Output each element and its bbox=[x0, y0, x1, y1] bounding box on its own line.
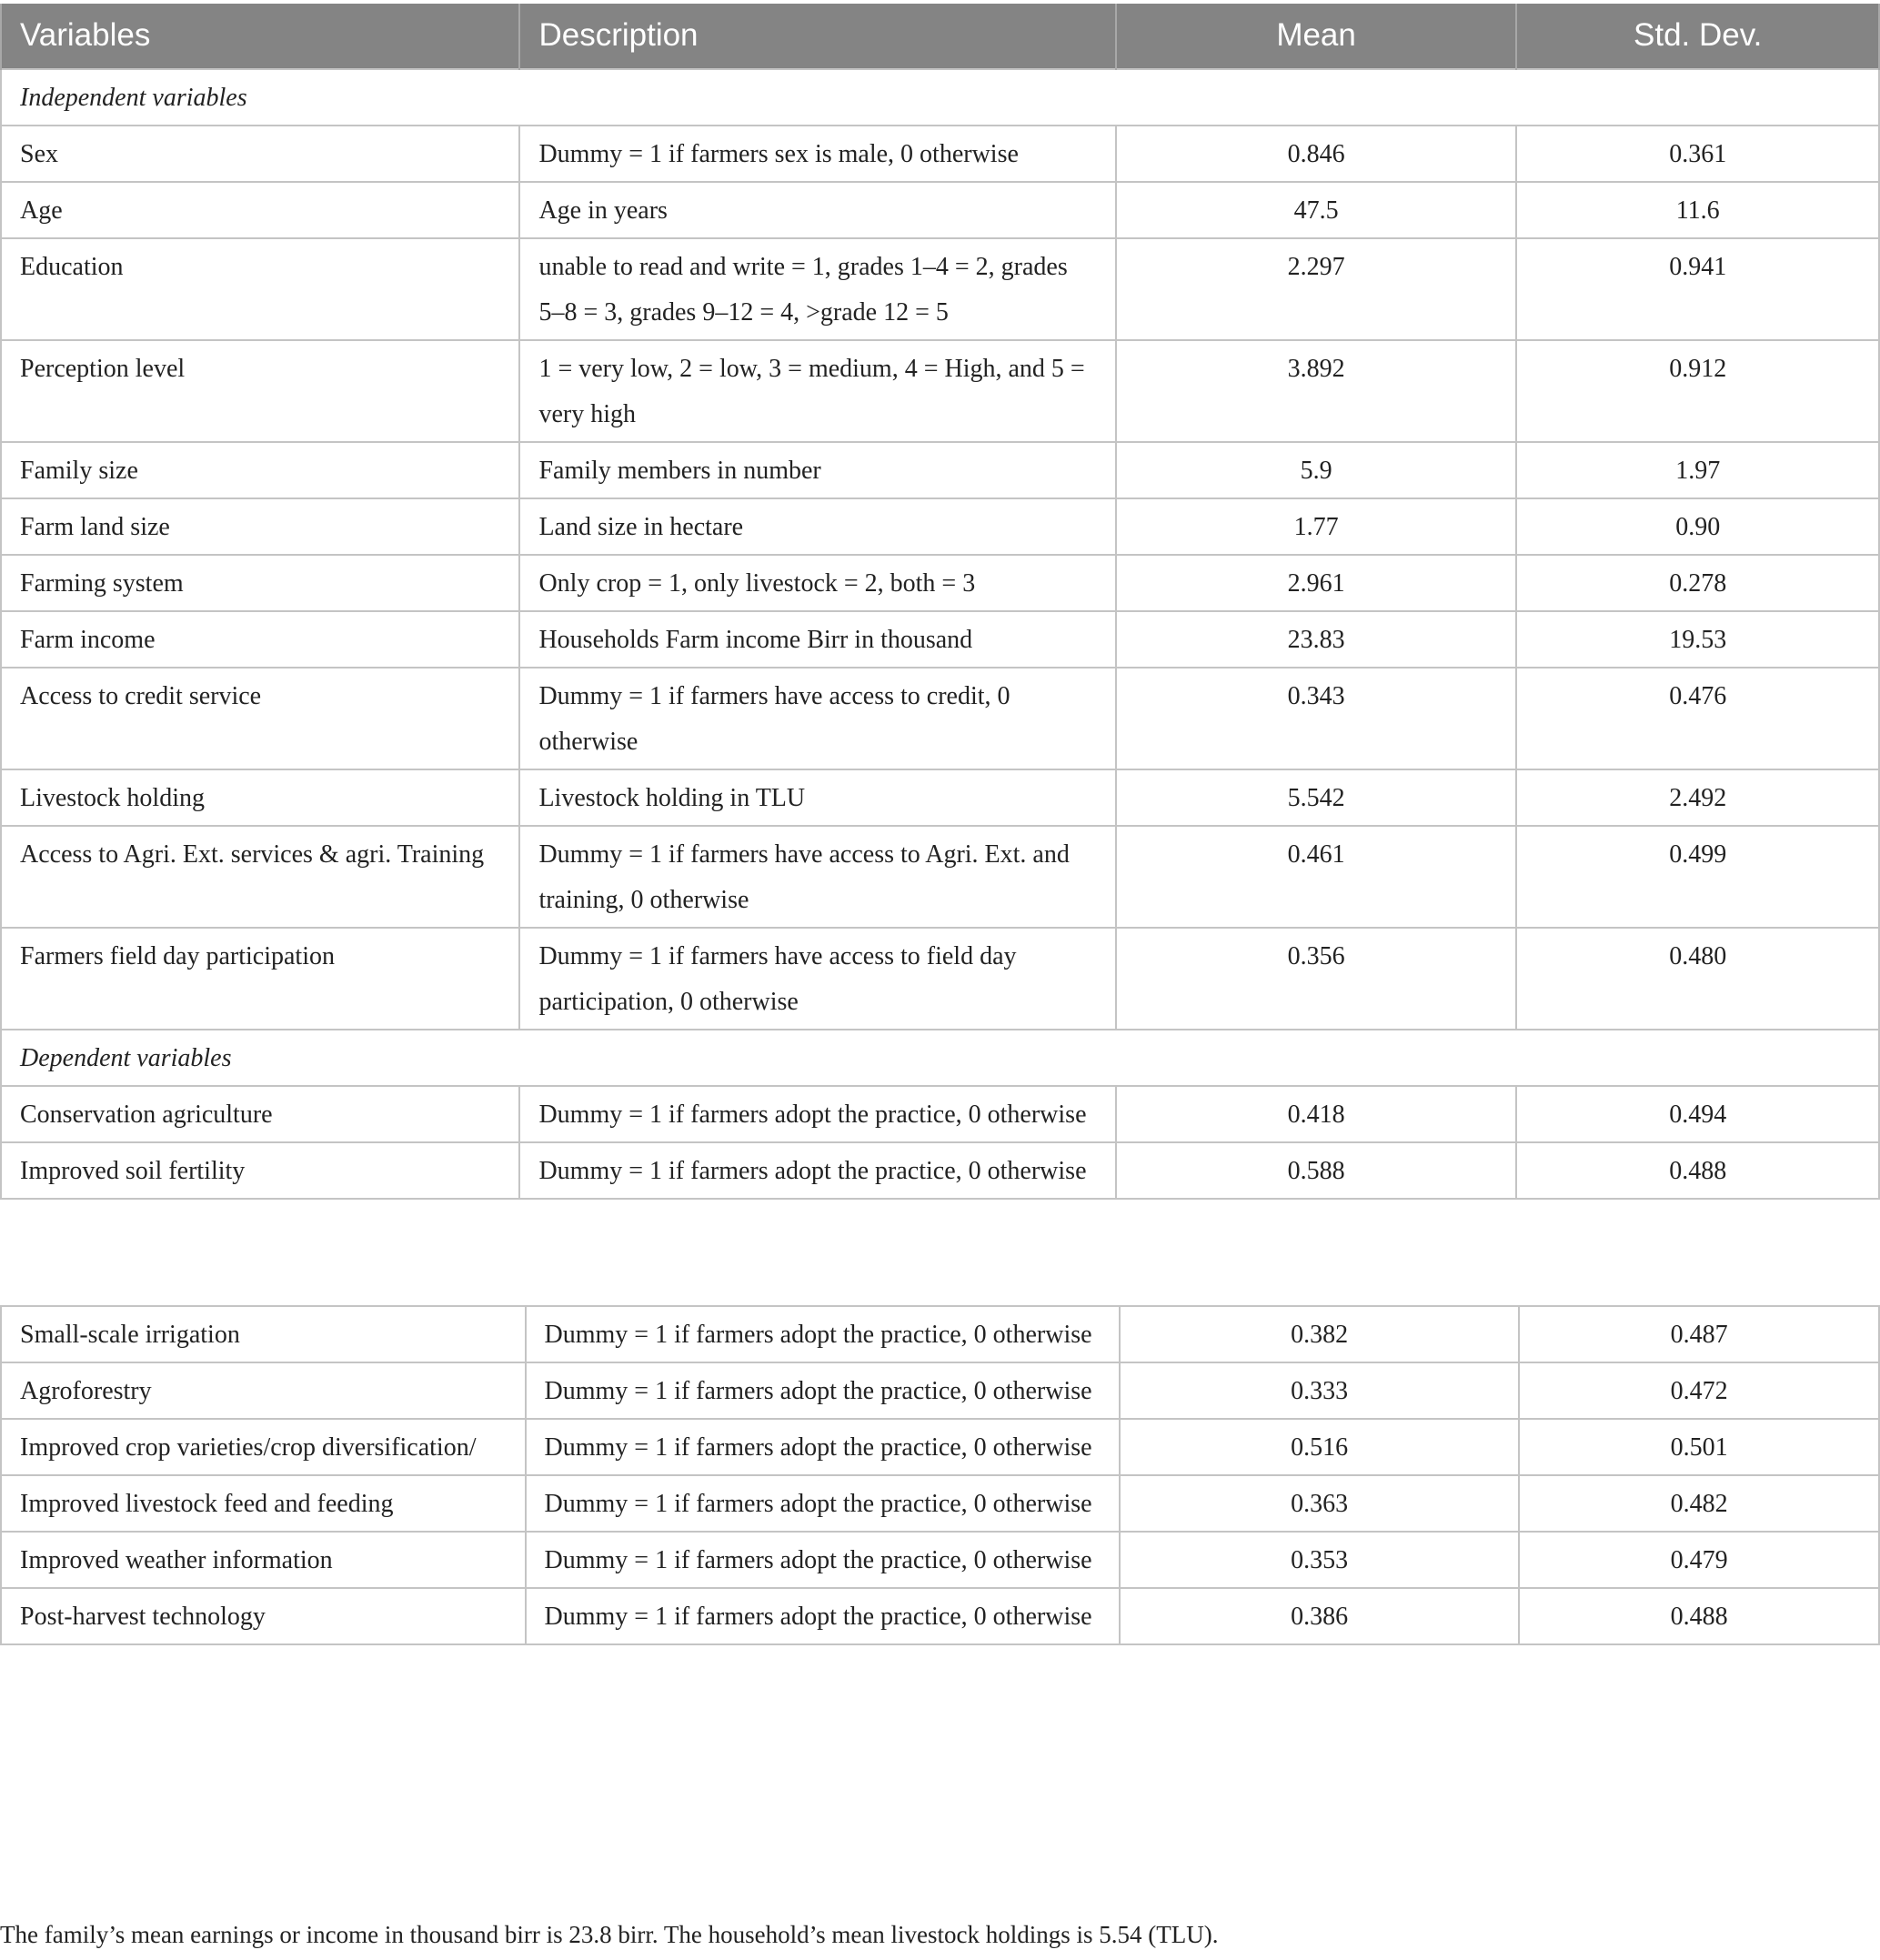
description-cell: Dummy = 1 if farmers adopt the practice, 0 otherwise bbox=[519, 1142, 1115, 1199]
mean-cell: 0.343 bbox=[1116, 668, 1517, 769]
variable-cell: Access to credit service bbox=[1, 668, 519, 769]
std-dev-cell: 0.488 bbox=[1516, 1142, 1879, 1199]
variable-cell: Post-harvest technology bbox=[1, 1588, 526, 1644]
table-row bbox=[1, 182, 1879, 238]
mean-cell: 2.297 bbox=[1116, 238, 1517, 340]
header-variables: Variables bbox=[1, 4, 519, 69]
table-row bbox=[1, 769, 1879, 826]
mean-cell: 0.516 bbox=[1120, 1419, 1520, 1475]
std-dev-cell: 0.494 bbox=[1516, 1086, 1879, 1142]
table-row bbox=[1, 1142, 1879, 1199]
mean-cell: 0.353 bbox=[1120, 1532, 1520, 1588]
section-label-dependent: Dependent variables bbox=[1, 1030, 1879, 1086]
std-dev-cell: 0.361 bbox=[1516, 126, 1879, 182]
mean-cell: 0.418 bbox=[1116, 1086, 1517, 1142]
description-cell: Dummy = 1 if farmers adopt the practice, 0 otherwise bbox=[526, 1588, 1120, 1644]
variable-cell: Access to Agri. Ext. services & agri. Training bbox=[1, 826, 519, 928]
description-cell: Dummy = 1 if farmers adopt the practice, 0 otherwise bbox=[526, 1306, 1120, 1362]
variable-cell: Sex bbox=[1, 126, 519, 182]
mean-cell: 47.5 bbox=[1116, 182, 1517, 238]
description-cell: Households Farm income Birr in thousand bbox=[519, 611, 1115, 668]
std-dev-cell: 0.487 bbox=[1519, 1306, 1879, 1362]
mean-cell: 2.961 bbox=[1116, 555, 1517, 611]
std-dev-cell: 0.479 bbox=[1519, 1532, 1879, 1588]
variable-cell: Farming system bbox=[1, 555, 519, 611]
mean-cell: 0.333 bbox=[1120, 1362, 1520, 1419]
table-row bbox=[1, 928, 1879, 1030]
std-dev-cell: 0.472 bbox=[1519, 1362, 1879, 1419]
descriptive-statistics-table-continued bbox=[0, 1305, 1880, 1645]
std-dev-cell: 0.482 bbox=[1519, 1475, 1879, 1532]
table-row bbox=[1, 611, 1879, 668]
description-cell: Livestock holding in TLU bbox=[519, 769, 1115, 826]
std-dev-cell: 11.6 bbox=[1516, 182, 1879, 238]
std-dev-cell: 2.492 bbox=[1516, 769, 1879, 826]
std-dev-cell: 0.476 bbox=[1516, 668, 1879, 769]
table-row bbox=[1, 340, 1879, 442]
description-cell: Only crop = 1, only livestock = 2, both = 3 bbox=[519, 555, 1115, 611]
mean-cell: 0.588 bbox=[1116, 1142, 1517, 1199]
table-row bbox=[1, 1086, 1879, 1142]
description-cell: Dummy = 1 if farmers have access to field day participation, 0 otherwise bbox=[519, 928, 1115, 1030]
table-row bbox=[1, 1419, 1879, 1475]
description-cell: Dummy = 1 if farmers adopt the practice, 0 otherwise bbox=[526, 1362, 1120, 1419]
std-dev-cell: 0.480 bbox=[1516, 928, 1879, 1030]
variable-cell: Conservation agriculture bbox=[1, 1086, 519, 1142]
header-std-dev: Std. Dev. bbox=[1516, 4, 1879, 69]
description-cell: 1 = very low, 2 = low, 3 = medium, 4 = High, and 5 = very high bbox=[519, 340, 1115, 442]
table-row bbox=[1, 498, 1879, 555]
variable-cell: Farm income bbox=[1, 611, 519, 668]
table-footnote: The family’s mean earnings or income in thousand birr is 23.8 birr. The household’s mean livestock holdings is 5.54 (TLU). bbox=[0, 1921, 1219, 1948]
mean-cell: 0.846 bbox=[1116, 126, 1517, 182]
variable-cell: Improved livestock feed and feeding bbox=[1, 1475, 526, 1532]
mean-cell: 3.892 bbox=[1116, 340, 1517, 442]
std-dev-cell: 0.90 bbox=[1516, 498, 1879, 555]
table-row bbox=[1, 126, 1879, 182]
variable-cell: Small-scale irrigation bbox=[1, 1306, 526, 1362]
description-cell: Dummy = 1 if farmers adopt the practice, 0 otherwise bbox=[526, 1532, 1120, 1588]
variable-cell: Farm land size bbox=[1, 498, 519, 555]
variable-cell: Age bbox=[1, 182, 519, 238]
section-row-independent bbox=[1, 69, 1879, 126]
std-dev-cell: 0.501 bbox=[1519, 1419, 1879, 1475]
description-cell: Land size in hectare bbox=[519, 498, 1115, 555]
variable-cell: Improved soil fertility bbox=[1, 1142, 519, 1199]
table-row bbox=[1, 1532, 1879, 1588]
section-row-dependent bbox=[1, 1030, 1879, 1086]
variable-cell: Perception level bbox=[1, 340, 519, 442]
description-cell: Dummy = 1 if farmers have access to Agri. Ext. and training, 0 otherwise bbox=[519, 826, 1115, 928]
std-dev-cell: 0.912 bbox=[1516, 340, 1879, 442]
variable-cell: Farmers field day participation bbox=[1, 928, 519, 1030]
description-cell: unable to read and write = 1, grades 1–4 = 2, grades 5–8 = 3, grades 9–12 = 4, >grade 12 = 5 bbox=[519, 238, 1115, 340]
description-cell: Dummy = 1 if farmers sex is male, 0 otherwise bbox=[519, 126, 1115, 182]
std-dev-cell: 0.278 bbox=[1516, 555, 1879, 611]
table-row bbox=[1, 1475, 1879, 1532]
table-row bbox=[1, 1588, 1879, 1644]
mean-cell: 0.386 bbox=[1120, 1588, 1520, 1644]
std-dev-cell: 0.499 bbox=[1516, 826, 1879, 928]
std-dev-cell: 0.941 bbox=[1516, 238, 1879, 340]
table-row bbox=[1, 1362, 1879, 1419]
mean-cell: 5.9 bbox=[1116, 442, 1517, 498]
std-dev-cell: 1.97 bbox=[1516, 442, 1879, 498]
std-dev-cell: 19.53 bbox=[1516, 611, 1879, 668]
header-mean: Mean bbox=[1116, 4, 1517, 69]
mean-cell: 0.382 bbox=[1120, 1306, 1520, 1362]
variable-cell: Education bbox=[1, 238, 519, 340]
table-header-row bbox=[1, 4, 1879, 69]
variable-cell: Family size bbox=[1, 442, 519, 498]
mean-cell: 23.83 bbox=[1116, 611, 1517, 668]
table-row bbox=[1, 826, 1879, 928]
mean-cell: 5.542 bbox=[1116, 769, 1517, 826]
description-cell: Family members in number bbox=[519, 442, 1115, 498]
description-cell: Age in years bbox=[519, 182, 1115, 238]
variable-cell: Agroforestry bbox=[1, 1362, 526, 1419]
variable-cell: Improved weather information bbox=[1, 1532, 526, 1588]
table-row bbox=[1, 1306, 1879, 1362]
variable-cell: Livestock holding bbox=[1, 769, 519, 826]
table-row bbox=[1, 238, 1879, 340]
description-cell: Dummy = 1 if farmers adopt the practice, 0 otherwise bbox=[526, 1475, 1120, 1532]
mean-cell: 0.461 bbox=[1116, 826, 1517, 928]
description-cell: Dummy = 1 if farmers have access to credit, 0 otherwise bbox=[519, 668, 1115, 769]
mean-cell: 1.77 bbox=[1116, 498, 1517, 555]
mean-cell: 0.363 bbox=[1120, 1475, 1520, 1532]
section-label-independent: Independent variables bbox=[1, 69, 1879, 126]
table-row bbox=[1, 668, 1879, 769]
table-row bbox=[1, 555, 1879, 611]
header-description: Description bbox=[519, 4, 1115, 69]
mean-cell: 0.356 bbox=[1116, 928, 1517, 1030]
description-cell: Dummy = 1 if farmers adopt the practice, 0 otherwise bbox=[519, 1086, 1115, 1142]
table-row bbox=[1, 442, 1879, 498]
descriptive-statistics-table bbox=[0, 4, 1880, 1200]
variable-cell: Improved crop varieties/crop diversification/ bbox=[1, 1419, 526, 1475]
description-cell: Dummy = 1 if farmers adopt the practice, 0 otherwise bbox=[526, 1419, 1120, 1475]
std-dev-cell: 0.488 bbox=[1519, 1588, 1879, 1644]
